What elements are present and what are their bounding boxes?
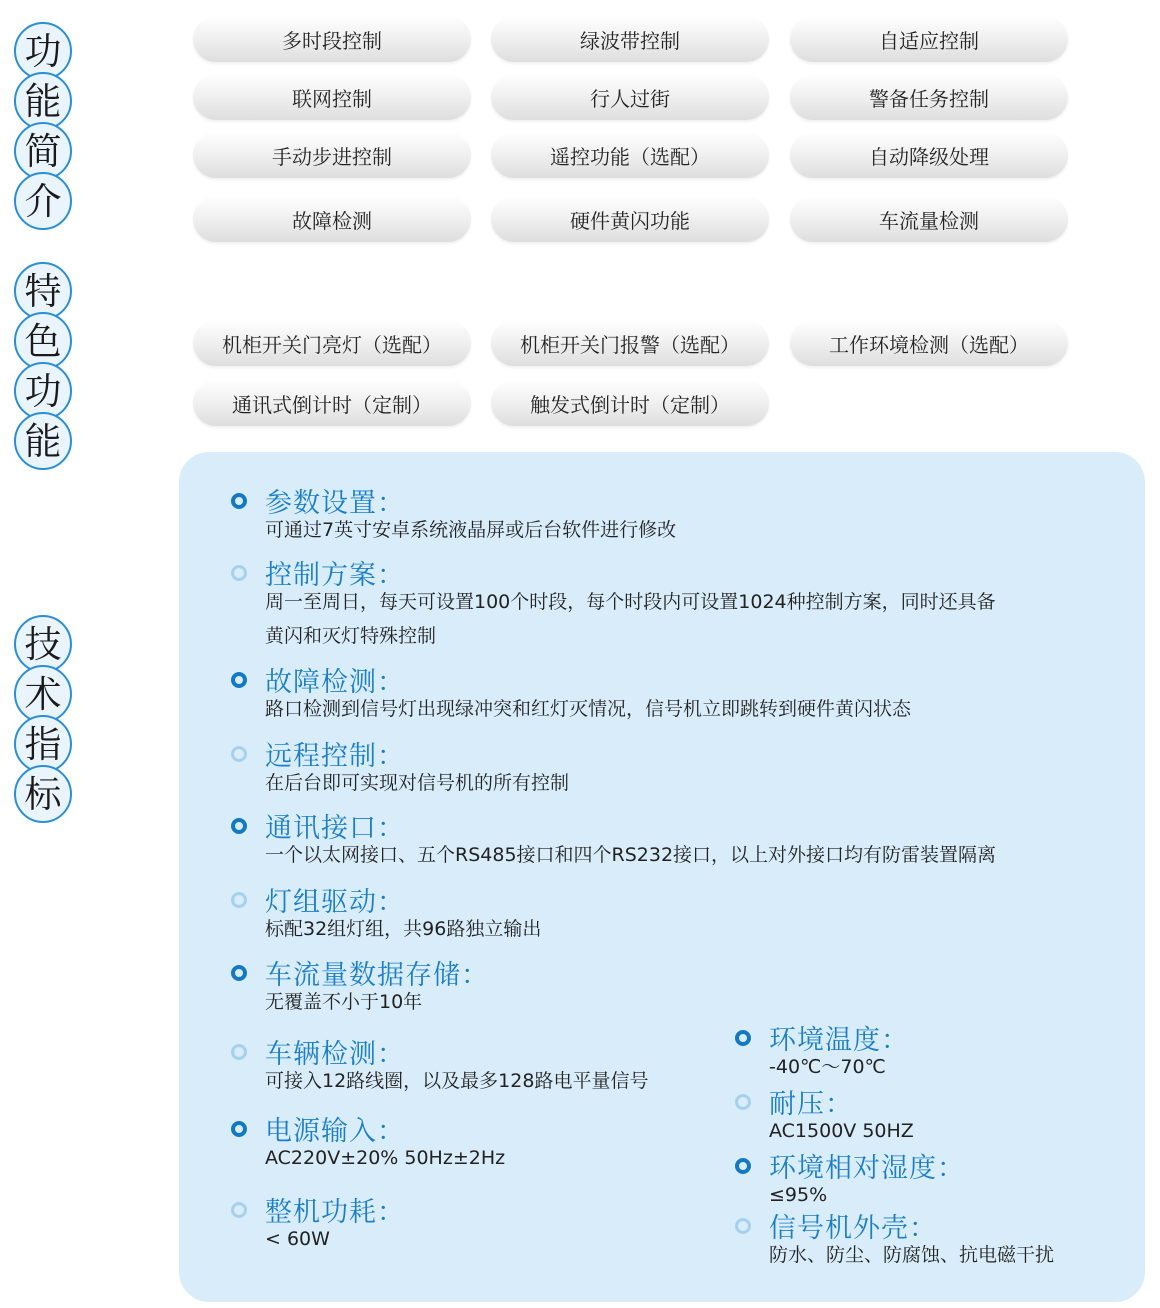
bullet-ring-icon <box>735 1030 751 1046</box>
spec-desc: 防水、防尘、防腐蚀、抗电磁干扰 <box>769 1244 1055 1266</box>
spec-title: 参数设置： <box>265 488 405 519</box>
function-pill: 故障检测 <box>193 196 471 242</box>
function-pill: 绿波带控制 <box>491 16 769 62</box>
bullet-ring-icon <box>735 1158 751 1174</box>
section-char: 功 <box>14 22 72 80</box>
function-pill: 自适应控制 <box>790 16 1068 62</box>
bullet-ring-icon <box>231 965 247 981</box>
spec-desc: 可通过7英寸安卓系统液晶屏或后台软件进行修改 <box>265 519 677 541</box>
spec-desc: 周一至周日，每天可设置100个时段，每个时段内可设置1024种控制方案，同时还具备 <box>265 591 996 613</box>
spec-desc: -40℃～70℃ <box>769 1056 886 1078</box>
spec-desc: 无覆盖不小于10年 <box>265 991 423 1013</box>
function-pill: 多时段控制 <box>193 16 471 62</box>
bullet-ring-icon <box>231 1044 247 1060</box>
bullet-ring-icon <box>231 746 247 762</box>
function-pill: 联网控制 <box>193 74 471 120</box>
spec-desc: < 60W <box>265 1228 330 1250</box>
bullet-ring-icon <box>231 565 247 581</box>
section-char: 术 <box>14 665 72 723</box>
spec-desc: 一个以太网接口、五个RS485接口和四个RS232接口，以上对外接口均有防雷装置隔离 <box>265 844 997 866</box>
spec-title: 车流量数据存储： <box>265 960 489 991</box>
function-pill: 硬件黄闪功能 <box>491 196 769 242</box>
section-char: 能 <box>14 412 72 470</box>
bullet-ring-icon <box>231 493 247 509</box>
feature-pill: 机柜开关门报警（选配） <box>491 320 769 366</box>
spec-title: 电源输入： <box>265 1116 405 1147</box>
spec-desc: ≤95% <box>769 1184 828 1206</box>
bullet-ring-icon <box>231 672 247 688</box>
section-char: 技 <box>14 615 72 673</box>
spec-desc: 标配32组灯组，共96路独立输出 <box>265 918 542 940</box>
spec-title: 远程控制： <box>265 741 405 772</box>
spec-title: 环境相对湿度： <box>769 1153 965 1184</box>
section-char: 能 <box>14 72 72 130</box>
spec-title: 车辆检测： <box>265 1039 405 1070</box>
bullet-ring-icon <box>231 1202 247 1218</box>
function-pill: 行人过街 <box>491 74 769 120</box>
section-char: 功 <box>14 362 72 420</box>
spec-desc: AC220V±20% 50Hz±2Hz <box>265 1147 506 1169</box>
bullet-ring-icon <box>231 818 247 834</box>
feature-pill: 通讯式倒计时（定制） <box>193 380 471 426</box>
spec-title: 通讯接口： <box>265 813 405 844</box>
spec-title: 控制方案： <box>265 560 405 591</box>
section-label-specs <box>14 615 76 815</box>
section-char: 简 <box>14 122 72 180</box>
function-pill: 遥控功能（选配） <box>491 132 769 178</box>
feature-pill: 机柜开关门亮灯（选配） <box>193 320 471 366</box>
section-label-intro <box>14 22 76 222</box>
bullet-ring-icon <box>231 1121 247 1137</box>
feature-pill: 工作环境检测（选配） <box>790 320 1068 366</box>
spec-title: 灯组驱动： <box>265 887 405 918</box>
section-char: 指 <box>14 715 72 773</box>
section-char: 色 <box>14 312 72 370</box>
function-pill: 手动步进控制 <box>193 132 471 178</box>
section-char: 标 <box>14 765 72 823</box>
spec-title: 环境温度： <box>769 1025 909 1056</box>
bullet-ring-icon <box>735 1218 751 1234</box>
spec-title: 信号机外壳： <box>769 1213 937 1244</box>
function-pill: 车流量检测 <box>790 196 1068 242</box>
bullet-ring-icon <box>231 892 247 908</box>
spec-desc: 黄闪和灭灯特殊控制 <box>265 625 437 647</box>
spec-title: 整机功耗： <box>265 1197 405 1228</box>
spec-title: 耐压： <box>769 1089 853 1120</box>
feature-pill: 触发式倒计时（定制） <box>491 380 769 426</box>
spec-desc: AC1500V 50HZ <box>769 1120 914 1142</box>
spec-title: 故障检测： <box>265 667 405 698</box>
section-label-features <box>14 262 76 462</box>
spec-desc: 可接入12路线圈，以及最多128路电平量信号 <box>265 1070 649 1092</box>
section-char: 特 <box>14 262 72 320</box>
spec-desc: 在后台即可实现对信号机的所有控制 <box>265 772 570 794</box>
function-pill: 警备任务控制 <box>790 74 1068 120</box>
spec-desc: 路口检测到信号灯出现绿冲突和红灯灭情况，信号机立即跳转到硬件黄闪状态 <box>265 698 912 720</box>
section-char: 介 <box>14 172 72 230</box>
function-pill: 自动降级处理 <box>790 132 1068 178</box>
bullet-ring-icon <box>735 1094 751 1110</box>
